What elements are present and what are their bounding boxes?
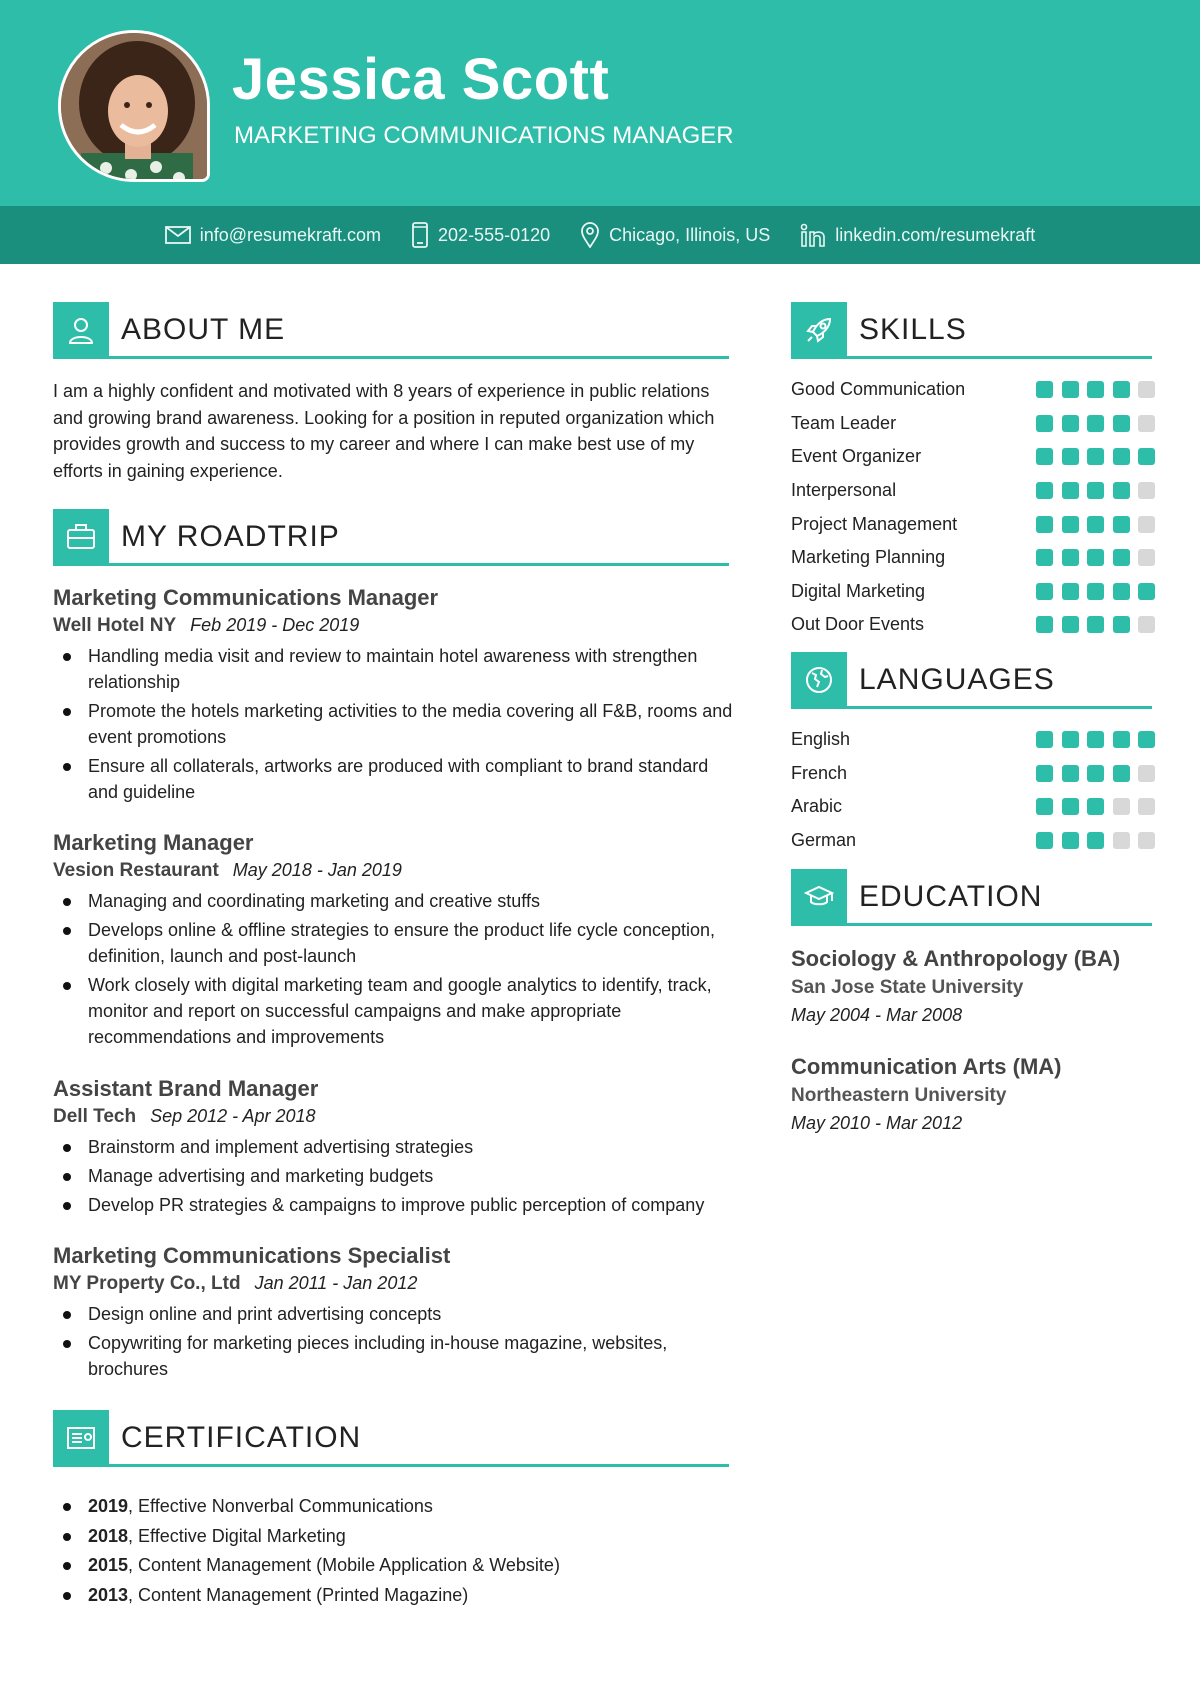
skills-name: Digital Marketing (791, 580, 926, 601)
job-company: Vesion Restaurant (53, 860, 219, 881)
contact-bar (0, 206, 1200, 264)
job-bullet: Brainstorm and implement advertising strategies (53, 1134, 743, 1160)
rating-dot (1062, 798, 1079, 815)
rating-dot (1138, 381, 1155, 398)
job-title: Marketing Communications Specialist (53, 1243, 451, 1268)
roadtrip-section-header (53, 510, 729, 566)
job-bullets (53, 643, 743, 805)
cert-title: , Content Management (Printed Magazine) (128, 1584, 469, 1605)
rating-dot (1036, 731, 1053, 748)
job-bullet: Copywriting for marketing pieces including in-house magazine, websites, brochures (53, 1330, 743, 1382)
envelope-icon (165, 226, 191, 244)
rating-dot (1087, 583, 1104, 600)
certification-section-header (53, 1411, 729, 1467)
rating-dot (1036, 516, 1053, 533)
rating-dot (1062, 549, 1079, 566)
cert-title: , Effective Digital Marketing (128, 1525, 346, 1546)
rating-dot (1087, 616, 1104, 633)
languages-heading: LANGUAGES (859, 662, 1055, 696)
certificate-icon (53, 1410, 109, 1466)
languages-row (791, 757, 1155, 791)
cert-year: 2015 (88, 1555, 129, 1575)
cert-item (53, 1522, 560, 1552)
rating-dot (1087, 798, 1104, 815)
rating-dot (1113, 583, 1130, 600)
rating-dot (1087, 549, 1104, 566)
rating-dot (1087, 381, 1104, 398)
skills-row (791, 474, 1155, 508)
skills-row (791, 440, 1155, 474)
about-text: I am a highly confident and motivated with 8 years of experience in public relations and growing brand awareness. Looking for a position in reputed organization which provides growth and success to my career and where I can make best use of my efforts in gaining experience. (53, 381, 715, 481)
job-bullet: Promote the hotels marketing activities to the media covering all F&B, rooms and event promotions (53, 698, 743, 750)
roadtrip-heading: MY ROADTRIP (121, 519, 340, 553)
rating-dot (1062, 583, 1079, 600)
job-bullet: Handling media visit and review to maintain hotel awareness with strengthen relationship (53, 643, 743, 695)
education-dates: May 2010 - Mar 2012 (791, 1113, 963, 1133)
skills-row (791, 541, 1155, 575)
rating-dot (1113, 448, 1130, 465)
job-bullet: Managing and coordinating marketing and creative stuffs (53, 888, 743, 914)
rating-dot (1113, 798, 1130, 815)
cert-year: 2019 (88, 1496, 129, 1516)
skills-name: Good Communication (791, 379, 966, 400)
rating-dot (1036, 482, 1053, 499)
graduation-cap-icon (791, 869, 847, 925)
languages-row (791, 723, 1155, 757)
rating-dot (1113, 549, 1130, 566)
rating-dot (1138, 583, 1155, 600)
rating-dot (1087, 832, 1104, 849)
skills-name: Out Door Events (791, 614, 925, 635)
rating-dot (1036, 765, 1053, 782)
rating-dots (1036, 482, 1155, 499)
about-heading: ABOUT ME (121, 312, 286, 346)
email-text: info@resumekraft.com (199, 224, 382, 245)
job-title: Marketing Manager (53, 830, 254, 855)
about-section-header (53, 303, 729, 359)
job-bullets (53, 1134, 743, 1218)
languages-name: German (791, 830, 857, 851)
rating-dot (1113, 616, 1130, 633)
rating-dot (1036, 381, 1053, 398)
rating-dot (1036, 583, 1053, 600)
rating-dot (1138, 549, 1155, 566)
education-degree: Sociology & Anthropology (BA) (791, 946, 1121, 971)
languages-row (791, 824, 1155, 858)
rating-dot (1138, 415, 1155, 432)
cert-item (53, 1551, 560, 1581)
rating-dot (1113, 482, 1130, 499)
profile-photo (58, 30, 210, 182)
cert-title: , Content Management (Mobile Application & Website) (128, 1555, 560, 1575)
job-company: Dell Tech (53, 1106, 137, 1127)
skills-row (791, 608, 1155, 642)
phone-text: 202-555-0120 (438, 224, 551, 245)
rating-dot (1036, 415, 1053, 432)
cert-title: , Effective Nonverbal Communications (128, 1496, 433, 1516)
rating-dot (1138, 798, 1155, 815)
location-text: Chicago, Illinois, US (609, 224, 771, 245)
job-bullet: Develops online & offline strategies to ensure the product life cycle conception, definition, launch and post-launch (53, 917, 743, 969)
rating-dot (1036, 798, 1053, 815)
skills-name: Event Organizer (791, 446, 922, 467)
languages-list (791, 723, 1155, 857)
cert-year: 2018 (88, 1525, 129, 1546)
rating-dot (1138, 731, 1155, 748)
contact-email[interactable] (165, 225, 381, 246)
rating-dot (1062, 381, 1079, 398)
job-dates: May 2018 - Jan 2019 (232, 860, 402, 880)
rating-dot (1113, 765, 1130, 782)
job-bullet: Design online and print advertising concepts (53, 1301, 743, 1327)
rating-dots (1036, 381, 1155, 398)
skills-row (791, 407, 1155, 441)
skills-name: Project Management (791, 513, 958, 534)
languages-name: Arabic (791, 796, 843, 817)
rating-dot (1062, 616, 1079, 633)
rating-dot (1062, 516, 1079, 533)
education-entry (791, 1054, 1171, 1134)
job-bullet: Manage advertising and marketing budgets (53, 1163, 743, 1189)
rating-dots (1036, 516, 1155, 533)
education-school: Northeastern University (791, 1085, 1007, 1106)
rating-dot (1036, 448, 1053, 465)
cert-item (53, 1581, 560, 1611)
header-banner (0, 0, 1200, 206)
rating-dot (1087, 448, 1104, 465)
education-school: San Jose State University (791, 977, 1024, 998)
linkedin-text: linkedin.com/resumekraft (835, 224, 1036, 245)
rating-dot (1036, 616, 1053, 633)
globe-icon (791, 652, 847, 708)
rating-dot (1062, 448, 1079, 465)
rocket-icon (791, 302, 847, 358)
candidate-title: MARKETING COMMUNICATIONS MANAGER (234, 122, 734, 149)
rating-dot (1138, 765, 1155, 782)
skills-name: Team Leader (791, 412, 897, 433)
job-title: Marketing Communications Manager (53, 585, 439, 610)
rating-dot (1138, 482, 1155, 499)
rating-dot (1036, 832, 1053, 849)
rating-dots (1036, 798, 1155, 815)
briefcase-icon (53, 509, 109, 565)
job-entry (53, 830, 743, 1053)
job-dates: Sep 2012 - Apr 2018 (150, 1106, 316, 1126)
linkedin-icon (800, 223, 826, 247)
rating-dots (1036, 448, 1155, 465)
map-pin-icon (580, 222, 600, 248)
education-dates: May 2004 - Mar 2008 (791, 1005, 963, 1025)
rating-dot (1087, 516, 1104, 533)
rating-dot (1062, 482, 1079, 499)
rating-dot (1087, 415, 1104, 432)
rating-dots (1036, 765, 1155, 782)
rating-dot (1062, 765, 1079, 782)
candidate-name: Jessica Scott (232, 47, 610, 112)
languages-section-header (791, 653, 1152, 709)
job-entry (53, 1243, 743, 1385)
rating-dot (1138, 832, 1155, 849)
rating-dot (1087, 731, 1104, 748)
contact-phone[interactable] (411, 222, 550, 248)
rating-dots (1036, 583, 1155, 600)
skills-row (791, 507, 1155, 541)
skills-list (791, 373, 1155, 642)
rating-dot (1113, 832, 1130, 849)
education-section-header (791, 870, 1152, 926)
rating-dots (1036, 616, 1155, 633)
job-bullets (53, 888, 743, 1050)
skills-section-header (791, 303, 1152, 359)
education-entry (791, 946, 1171, 1026)
education-degree: Communication Arts (MA) (791, 1054, 1062, 1079)
languages-row (791, 790, 1155, 824)
rating-dots (1036, 731, 1155, 748)
skills-name: Interpersonal (791, 480, 897, 501)
rating-dot (1036, 549, 1053, 566)
rating-dot (1062, 415, 1079, 432)
job-company: MY Property Co., Ltd (53, 1273, 241, 1294)
cert-year: 2013 (88, 1584, 129, 1605)
rating-dot (1113, 516, 1130, 533)
rating-dot (1113, 415, 1130, 432)
rating-dot (1113, 381, 1130, 398)
job-bullet: Develop PR strategies & campaigns to improve public perception of company (53, 1192, 743, 1218)
job-bullets (53, 1301, 743, 1382)
rating-dot (1087, 482, 1104, 499)
rating-dots (1036, 415, 1155, 432)
contact-location (580, 222, 770, 248)
user-icon (53, 302, 109, 358)
phone-icon (411, 222, 429, 248)
rating-dots (1036, 549, 1155, 566)
languages-name: French (791, 762, 848, 783)
rating-dots (1036, 832, 1155, 849)
certification-list (53, 1492, 560, 1610)
job-dates: Feb 2019 - Dec 2019 (190, 615, 360, 635)
education-heading: EDUCATION (859, 879, 1043, 913)
contact-linkedin[interactable] (800, 223, 1035, 247)
job-entry (53, 1076, 743, 1221)
rating-dot (1113, 731, 1130, 748)
cert-item (53, 1492, 560, 1522)
certification-heading: CERTIFICATION (121, 1420, 362, 1454)
job-bullet: Ensure all collaterals, artworks are produced with compliant to brand standard and guideline (53, 753, 743, 805)
job-company: Well Hotel NY (53, 615, 177, 636)
rating-dot (1138, 448, 1155, 465)
skills-row (791, 575, 1155, 609)
rating-dot (1062, 731, 1079, 748)
rating-dot (1062, 832, 1079, 849)
job-title: Assistant Brand Manager (53, 1076, 319, 1101)
languages-name: English (791, 729, 851, 750)
rating-dot (1087, 765, 1104, 782)
job-dates: Jan 2011 - Jan 2012 (254, 1273, 418, 1293)
rating-dot (1138, 516, 1155, 533)
job-entry (53, 585, 743, 808)
skills-name: Marketing Planning (791, 547, 946, 568)
rating-dot (1138, 616, 1155, 633)
skills-heading: SKILLS (859, 312, 967, 346)
job-bullet: Work closely with digital marketing team and google analytics to identify, track, monitor and report on successful campaigns and make appropriate recommendations and improvements (53, 972, 743, 1050)
skills-row (791, 373, 1155, 407)
